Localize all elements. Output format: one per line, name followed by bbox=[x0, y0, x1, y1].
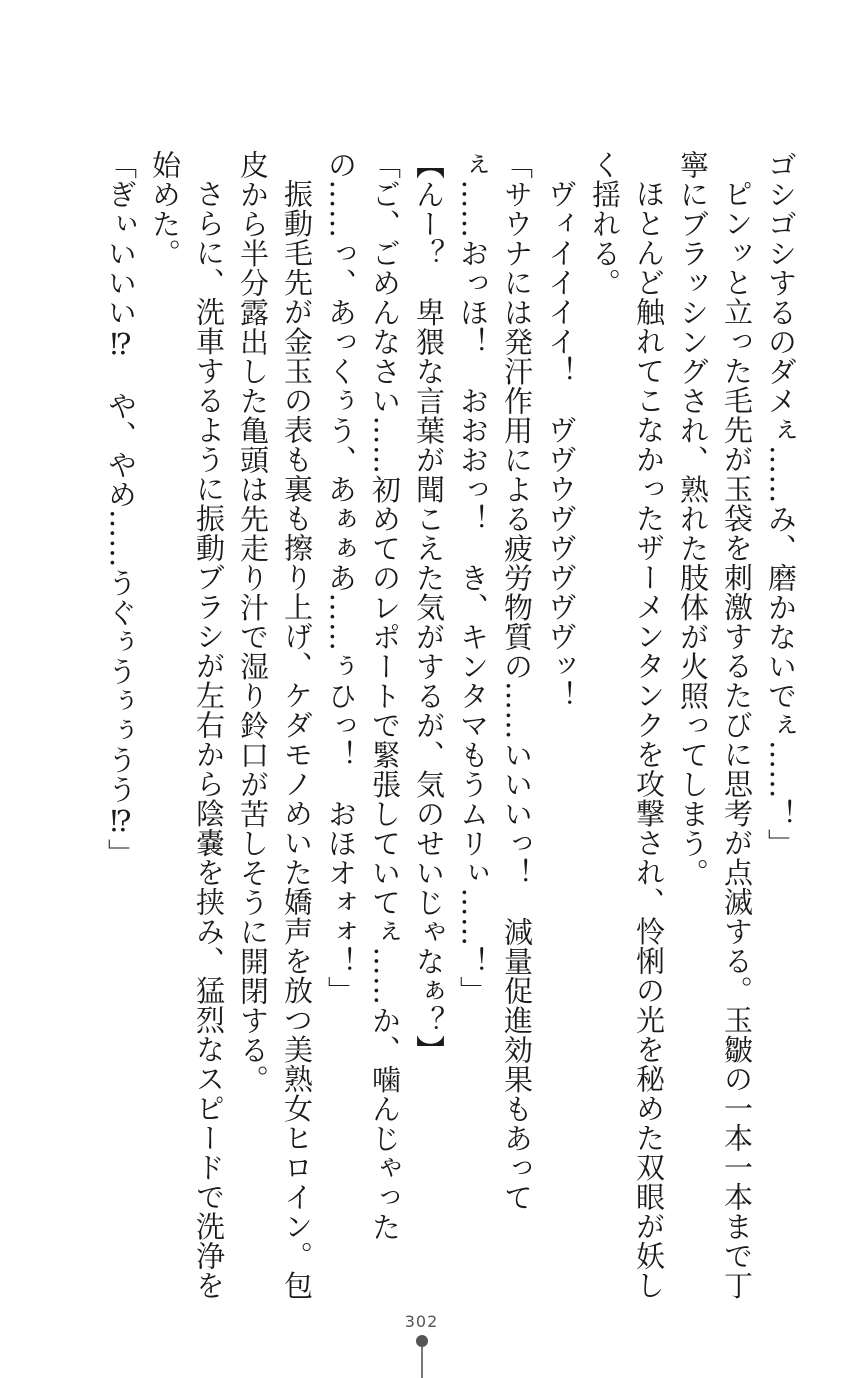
dialogue: 「ご、ごめんなさい……初めてのレポートで緊張していてぇ……か、噛んじゃったの……っ、あっくぅう、あぁぁあ……ぅひっ！ おほオォォ！」 bbox=[324, 150, 402, 1242]
dialogue: 「ぎぃいいい⁉ や、やめ……うぐぅうぅぅうう⁉」 bbox=[104, 150, 138, 868]
paragraph: さらに、洗車するように振動ブラシが左右から陰嚢を挟み、猛烈なスピードで洗浄を始めた。 bbox=[148, 150, 226, 1300]
paragraph: ゴシゴシするのダメぇ……み、磨かないでぇ……！」 bbox=[764, 150, 798, 858]
dialogue: 「サウナには発汗作用による疲労物質の……いいいっ！ 減量促進効果もあってぇ……おっほ！ おおおっ！ き、キンタマもうムリぃ……！」 bbox=[456, 150, 534, 1212]
paragraph: ヴィイイイイ！ ヴヴウヴヴヴヴヴッ！ bbox=[544, 179, 578, 710]
page-marker-dot-icon bbox=[416, 1335, 428, 1347]
paragraph: 振動毛先が金玉の表も裏も擦り上げ、ケダモノめいた嬌声を放つ美熟女ヒロイン。包皮から半分露出した亀頭は先走り汁で湿り鈴口が苦しそうに開閉する。 bbox=[236, 150, 314, 1300]
body-text bbox=[43, 150, 803, 1300]
paragraph: ほとんど触れてこなかったザーメンタンクを攻撃され、怜悧の光を秘めた双眼が妖しく揺れる。 bbox=[588, 150, 666, 1300]
page-number: 302 bbox=[404, 1312, 439, 1331]
paragraph: ピンッと立った毛先が玉袋を刺激するたびに思考が点滅する。玉皺の一本一本まで丁寧にブラッシングされ、熟れた肢体が火照ってしまう。 bbox=[676, 150, 754, 1300]
page-marker-line bbox=[421, 1347, 423, 1378]
dialogue: 【んー？ 卑猥な言葉が聞こえた気がするが、気のせいじゃなぁ？】 bbox=[412, 150, 446, 1065]
